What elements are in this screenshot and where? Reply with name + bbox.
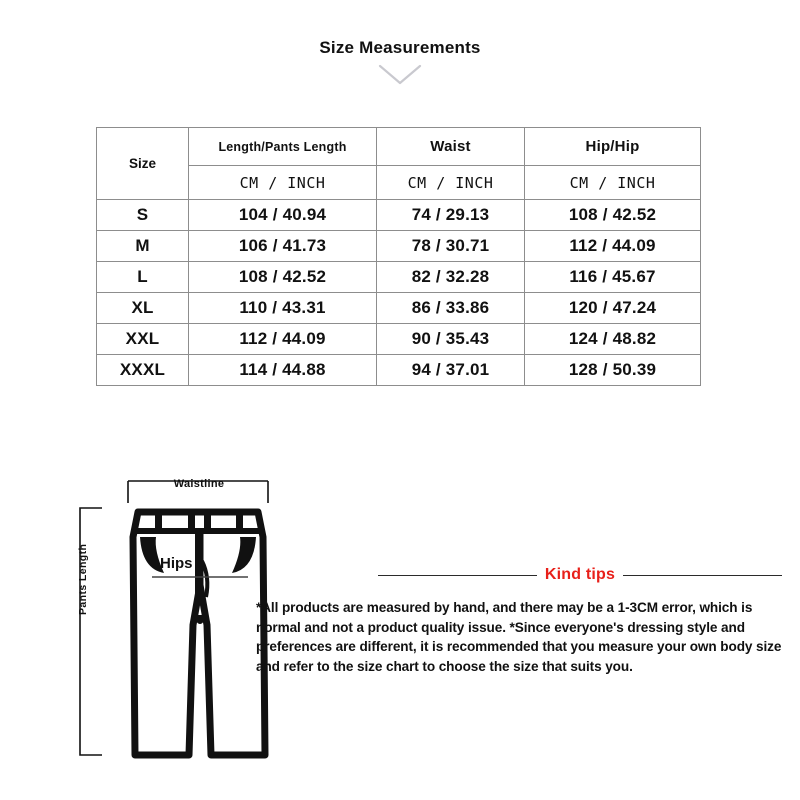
page-title: Size Measurements (319, 38, 481, 57)
table-row (97, 200, 701, 231)
cell-size: XXXL (97, 355, 189, 386)
table-row (97, 231, 701, 262)
cell-waist: 94 / 37.01 (377, 355, 525, 386)
page-title-container (0, 38, 800, 58)
cell-length: 110 / 43.31 (189, 293, 377, 324)
cell-size: L (97, 262, 189, 293)
size-chart-table (96, 127, 701, 386)
cell-length: 112 / 44.09 (189, 324, 377, 355)
column-header-length: Length/Pants Length (189, 128, 377, 166)
cell-waist: 78 / 30.71 (377, 231, 525, 262)
cell-hip: 116 / 45.67 (525, 262, 701, 293)
cell-hip: 120 / 47.24 (525, 293, 701, 324)
cell-waist: 74 / 29.13 (377, 200, 525, 231)
cell-length: 114 / 44.88 (189, 355, 377, 386)
table-row (97, 324, 701, 355)
column-header-size: Size (97, 128, 189, 200)
table-row (97, 293, 701, 324)
cell-waist: 90 / 35.43 (377, 324, 525, 355)
cell-length: 106 / 41.73 (189, 231, 377, 262)
cell-waist: 82 / 32.28 (377, 262, 525, 293)
cell-hip: 128 / 50.39 (525, 355, 701, 386)
table-row (97, 262, 701, 293)
column-unit-hip: CM / INCH (525, 166, 701, 200)
hips-label: Hips (160, 555, 193, 572)
kind-tips-body: *All products are measured by hand, and there may be a 1-3CM error, which is normal and not a product quality issue. *Since everyone's dressing style and preferences are different, it is recommended that you measure your own body size and refer to the size chart to choose the size that suits you. (256, 600, 782, 674)
title-chevron-container (0, 64, 800, 86)
kind-tips-title: Kind tips (544, 566, 616, 583)
column-header-hip: Hip/Hip (525, 128, 701, 166)
chevron-down-icon (378, 64, 422, 86)
cell-length: 108 / 42.52 (189, 262, 377, 293)
cell-size: XL (97, 293, 189, 324)
column-unit-length: CM / INCH (189, 166, 377, 200)
cell-size: S (97, 200, 189, 231)
kind-tips-header (378, 566, 782, 584)
table-row (97, 355, 701, 386)
tips-rule-right (623, 575, 782, 576)
cell-hip: 108 / 42.52 (525, 200, 701, 231)
cell-waist: 86 / 33.86 (377, 293, 525, 324)
cell-length: 104 / 40.94 (189, 200, 377, 231)
pants-length-label: Pants Length (77, 543, 89, 615)
column-unit-waist: CM / INCH (377, 166, 525, 200)
cell-hip: 112 / 44.09 (525, 231, 701, 262)
waistline-label: Waistline (173, 478, 225, 490)
tips-rule-left (378, 575, 537, 576)
cell-hip: 124 / 48.82 (525, 324, 701, 355)
cell-size: XXL (97, 324, 189, 355)
pants-icon (133, 509, 265, 755)
cell-size: M (97, 231, 189, 262)
column-header-waist: Waist (377, 128, 525, 166)
table-header-row-main (97, 128, 701, 166)
